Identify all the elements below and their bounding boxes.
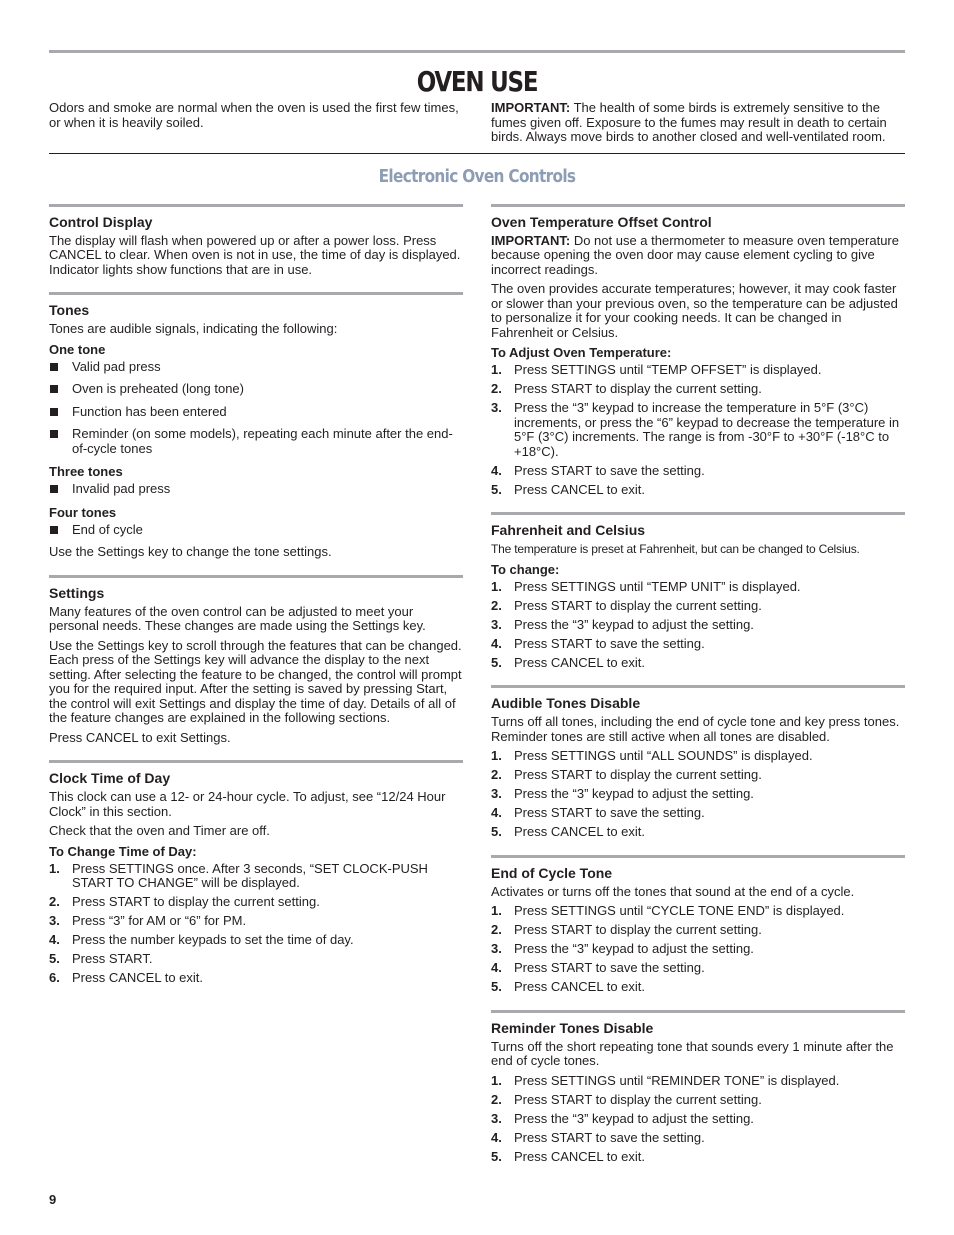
settings-paragraph: Use the Settings key to scroll through the features that can be changed. Each press of the Settings key will advance the display to the next setting. After selecting the feature to be changed, the control will prompt you for the required input. After the setting is saved by pressing Start, the control will exit Settings and display the time of day. Details of all of the feature changes are explained in the following sections. [49, 637, 462, 725]
step-text: Press SETTINGS until “REMINDER TONE” is displayed. [514, 1072, 840, 1088]
one-tone-label: One tone [49, 341, 106, 357]
step-number: 5. [491, 979, 502, 994]
step-item [491, 749, 905, 764]
list-item: Oven is preheated (long tone) [49, 382, 463, 397]
end-cycle-steps [491, 904, 905, 995]
step-item [491, 923, 905, 938]
step-item [491, 825, 905, 840]
step-item [491, 980, 905, 995]
step-item [491, 806, 905, 821]
bird-warning-text: The health of some birds is extremely sensitive to the fumes given off. Exposure to the fumes may result in death to certain birds. Always move birds to another closed and well-ventilated room. [491, 100, 887, 144]
step-text: Press START to save the setting. [514, 1129, 705, 1145]
step-text: Press CANCEL to exit. [514, 979, 646, 994]
step-item [491, 1131, 905, 1146]
step-number: 2. [491, 922, 502, 937]
fahrenheit-text: The temperature is preset at Fahrenheit, but can be changed to Celsius. [491, 542, 860, 556]
step-text: Press START to display the current setting. [514, 597, 762, 613]
three-tones-label: Three tones [49, 464, 123, 479]
reminder-heading: Reminder Tones Disable [491, 1019, 654, 1036]
fahrenheit-subheading: To change: [491, 561, 560, 577]
step-item [491, 1093, 905, 1108]
audible-heading: Audible Tones Disable [491, 695, 641, 711]
step-text: Press the “3” keypad to increase the temperature in 5°F (3°C) increments, or press the “6” keypad to decrease the temperature in 5°F (3°C) increments. The range is from -30°F to +30°F (-18°C to +18°C). [514, 400, 900, 459]
clock-paragraph: Check that the oven and Timer are off. [49, 823, 270, 838]
step-number: 2. [491, 1091, 502, 1107]
step-number: 6. [49, 970, 60, 985]
step-number: 5. [491, 824, 502, 839]
end-cycle-section [491, 855, 905, 995]
step-text: Press CANCEL to exit. [72, 970, 204, 985]
section-subtitle: Electronic Oven Controls [378, 165, 576, 187]
step-item [491, 363, 905, 378]
step-text: Press START to save the setting. [514, 805, 705, 820]
step-text: Press START to display the current setting. [514, 1091, 762, 1107]
step-item [491, 580, 905, 595]
clock-steps [49, 862, 463, 986]
step-text: Press SETTINGS once. After 3 seconds, “SET CLOCK-PUSH START TO CHANGE” will be displayed. [72, 860, 428, 890]
intro-left-text: Odors and smoke are normal when the oven is used the first few times, or when it is heavily soiled. [49, 100, 459, 130]
step-text: Press SETTINGS until “CYCLE TONE END” is displayed. [514, 903, 845, 918]
intro-right-text [491, 101, 905, 145]
step-item [491, 483, 905, 498]
audible-text: Turns off all tones, including the end of cycle tone and key press tones. Reminder tones are still active when all tones are disabled. [491, 714, 900, 744]
step-number: 4. [491, 635, 502, 651]
step-item [49, 952, 463, 967]
step-number: 1. [49, 860, 60, 876]
offset-paragraph: The oven provides accurate temperatures; however, it may cook faster or slower than your previous oven, so the temperature can be adjusted to personalize it for your cooking needs. It can be changed in Fahrenheit or Celsius. [491, 281, 898, 340]
fahrenheit-steps [491, 580, 905, 671]
control-display-section [49, 204, 463, 278]
step-item [491, 904, 905, 919]
step-item [491, 1150, 905, 1165]
offset-steps [491, 363, 905, 497]
step-item [491, 942, 905, 957]
step-number: 5. [491, 481, 502, 497]
step-number: 2. [491, 381, 502, 396]
step-number: 1. [491, 1072, 502, 1088]
step-item [491, 1112, 905, 1127]
step-number: 1. [491, 578, 502, 594]
step-number: 4. [491, 1129, 502, 1145]
step-item [49, 933, 463, 948]
end-cycle-text: Activates or turns off the tones that sound at the end of a cycle. [491, 883, 855, 899]
page-content [49, 50, 905, 1179]
audible-steps [491, 749, 905, 840]
page-number: 9 [49, 1192, 57, 1207]
one-tone-list [49, 360, 463, 457]
step-text: Press START. [72, 951, 153, 966]
clock-paragraph: This clock can use a 12- or 24-hour cycle. To adjust, see “12/24 Hour Clock” in this section. [49, 789, 446, 819]
offset-important-text: Do not use a thermometer to measure oven temperature because opening the oven door may cause element cycling to give incorrect readings. [491, 232, 899, 277]
settings-section [49, 575, 463, 746]
end-cycle-heading: End of Cycle Tone [491, 864, 613, 881]
step-item [491, 637, 905, 652]
list-item: Function has been entered [49, 405, 463, 420]
right-column [491, 204, 905, 1180]
reminder-steps [491, 1074, 905, 1165]
tones-footer: Use the Settings key to change the tone settings. [49, 544, 332, 559]
audible-section [491, 685, 905, 840]
tones-section [49, 292, 463, 560]
step-text: Press the “3” keypad to adjust the setting. [514, 616, 754, 632]
step-item [491, 464, 905, 479]
step-item [491, 618, 905, 633]
offset-section [491, 204, 905, 498]
list-item: Reminder (on some models), repeating each minute after the end-of-cycle tones [49, 427, 463, 456]
step-number: 5. [491, 654, 502, 670]
step-text: Press START to display the current setting. [514, 922, 762, 937]
step-number: 3. [49, 913, 60, 928]
four-tones-list [49, 523, 463, 538]
step-text: Press the number keypads to set the time of day. [72, 932, 354, 947]
clock-subheading: To Change Time of Day: [49, 843, 197, 859]
step-number: 4. [491, 960, 502, 975]
step-text: Press START to save the setting. [514, 635, 705, 651]
intro-left [49, 101, 463, 145]
step-text: Press START to display the current setting. [72, 894, 320, 909]
step-item [491, 656, 905, 671]
step-number: 3. [491, 941, 502, 956]
step-item [491, 961, 905, 976]
step-item [491, 599, 905, 614]
step-number: 1. [491, 362, 502, 377]
step-text: Press START to display the current setting. [514, 381, 762, 396]
step-item [491, 382, 905, 397]
step-item [49, 914, 463, 929]
step-text: Press START to save the setting. [514, 462, 705, 478]
step-text: Press the “3” keypad to adjust the setting. [514, 941, 754, 956]
step-text: Press CANCEL to exit. [514, 1148, 646, 1164]
intro-divider [49, 153, 905, 154]
step-text: Press CANCEL to exit. [514, 824, 646, 839]
step-text: Press CANCEL to exit. [514, 654, 646, 670]
step-number: 4. [49, 932, 60, 947]
fahrenheit-heading: Fahrenheit and Celsius [491, 522, 646, 538]
step-number: 4. [491, 805, 502, 820]
step-item [49, 862, 463, 891]
four-tones-label: Four tones [49, 504, 117, 520]
control-display-heading: Control Display [49, 213, 153, 230]
step-text: Press “3” for AM or “6” for PM. [72, 913, 247, 928]
settings-paragraph: Press CANCEL to exit Settings. [49, 729, 231, 745]
tones-heading: Tones [49, 302, 90, 318]
step-item [491, 1074, 905, 1089]
clock-heading: Clock Time of Day [49, 770, 171, 786]
offset-subheading: To Adjust Oven Temperature: [491, 345, 672, 360]
step-item [491, 401, 905, 459]
important-label: IMPORTANT: [491, 100, 571, 115]
intro [49, 101, 905, 145]
tones-text: Tones are audible signals, indicating the following: [49, 321, 338, 336]
top-divider [49, 50, 905, 53]
offset-important [491, 234, 905, 278]
step-number: 5. [491, 1148, 502, 1164]
step-text: Press SETTINGS until “TEMP OFFSET” is displayed. [514, 362, 822, 377]
step-number: 2. [491, 597, 502, 613]
step-text: Press the “3” keypad to adjust the setting. [514, 786, 754, 801]
control-display-text: The display will flash when powered up or after a power loss. Press CANCEL to clear. When oven is not in use, the time of day is displayed. Indicator lights show functions that are in use. [49, 232, 461, 277]
step-text: Press SETTINGS until “TEMP UNIT” is displayed. [514, 578, 801, 594]
clock-section [49, 760, 463, 986]
step-item [49, 895, 463, 910]
step-number: 3. [491, 616, 502, 632]
page-title: OVEN USE [416, 65, 538, 98]
step-number: 2. [49, 894, 60, 909]
list-item: Valid pad press [49, 360, 463, 375]
reminder-section [491, 1010, 905, 1165]
list-item: End of cycle [49, 523, 463, 538]
step-text: Press SETTINGS until “ALL SOUNDS” is displayed. [514, 748, 813, 763]
two-column-body [49, 204, 905, 1180]
step-item [49, 971, 463, 986]
intro-right [491, 101, 905, 145]
step-number: 3. [491, 786, 502, 801]
step-number: 5. [49, 951, 60, 966]
step-item [491, 787, 905, 802]
step-text: Press CANCEL to exit. [514, 481, 646, 497]
step-number: 1. [491, 903, 502, 918]
fahrenheit-section [491, 512, 905, 670]
step-number: 3. [491, 1110, 502, 1126]
reminder-text: Turns off the short repeating tone that sounds every 1 minute after the end of cycle tones. [491, 1038, 894, 1068]
settings-heading: Settings [49, 584, 105, 601]
three-tones-list [49, 482, 463, 497]
step-number: 3. [491, 400, 502, 415]
step-text: Press the “3” keypad to adjust the setting. [514, 1110, 754, 1126]
list-item: Invalid pad press [49, 482, 463, 497]
left-column [49, 204, 463, 1180]
settings-paragraph: Many features of the oven control can be adjusted to meet your personal needs. These changes are made using the Settings key. [49, 603, 426, 633]
step-item [491, 768, 905, 783]
step-number: 1. [491, 748, 502, 763]
step-text: Press START to save the setting. [514, 960, 705, 975]
important-label: IMPORTANT: [491, 232, 571, 248]
step-text: Press START to display the current setting. [514, 767, 762, 782]
offset-heading: Oven Temperature Offset Control [491, 213, 712, 230]
step-number: 2. [491, 767, 502, 782]
step-number: 4. [491, 462, 502, 478]
